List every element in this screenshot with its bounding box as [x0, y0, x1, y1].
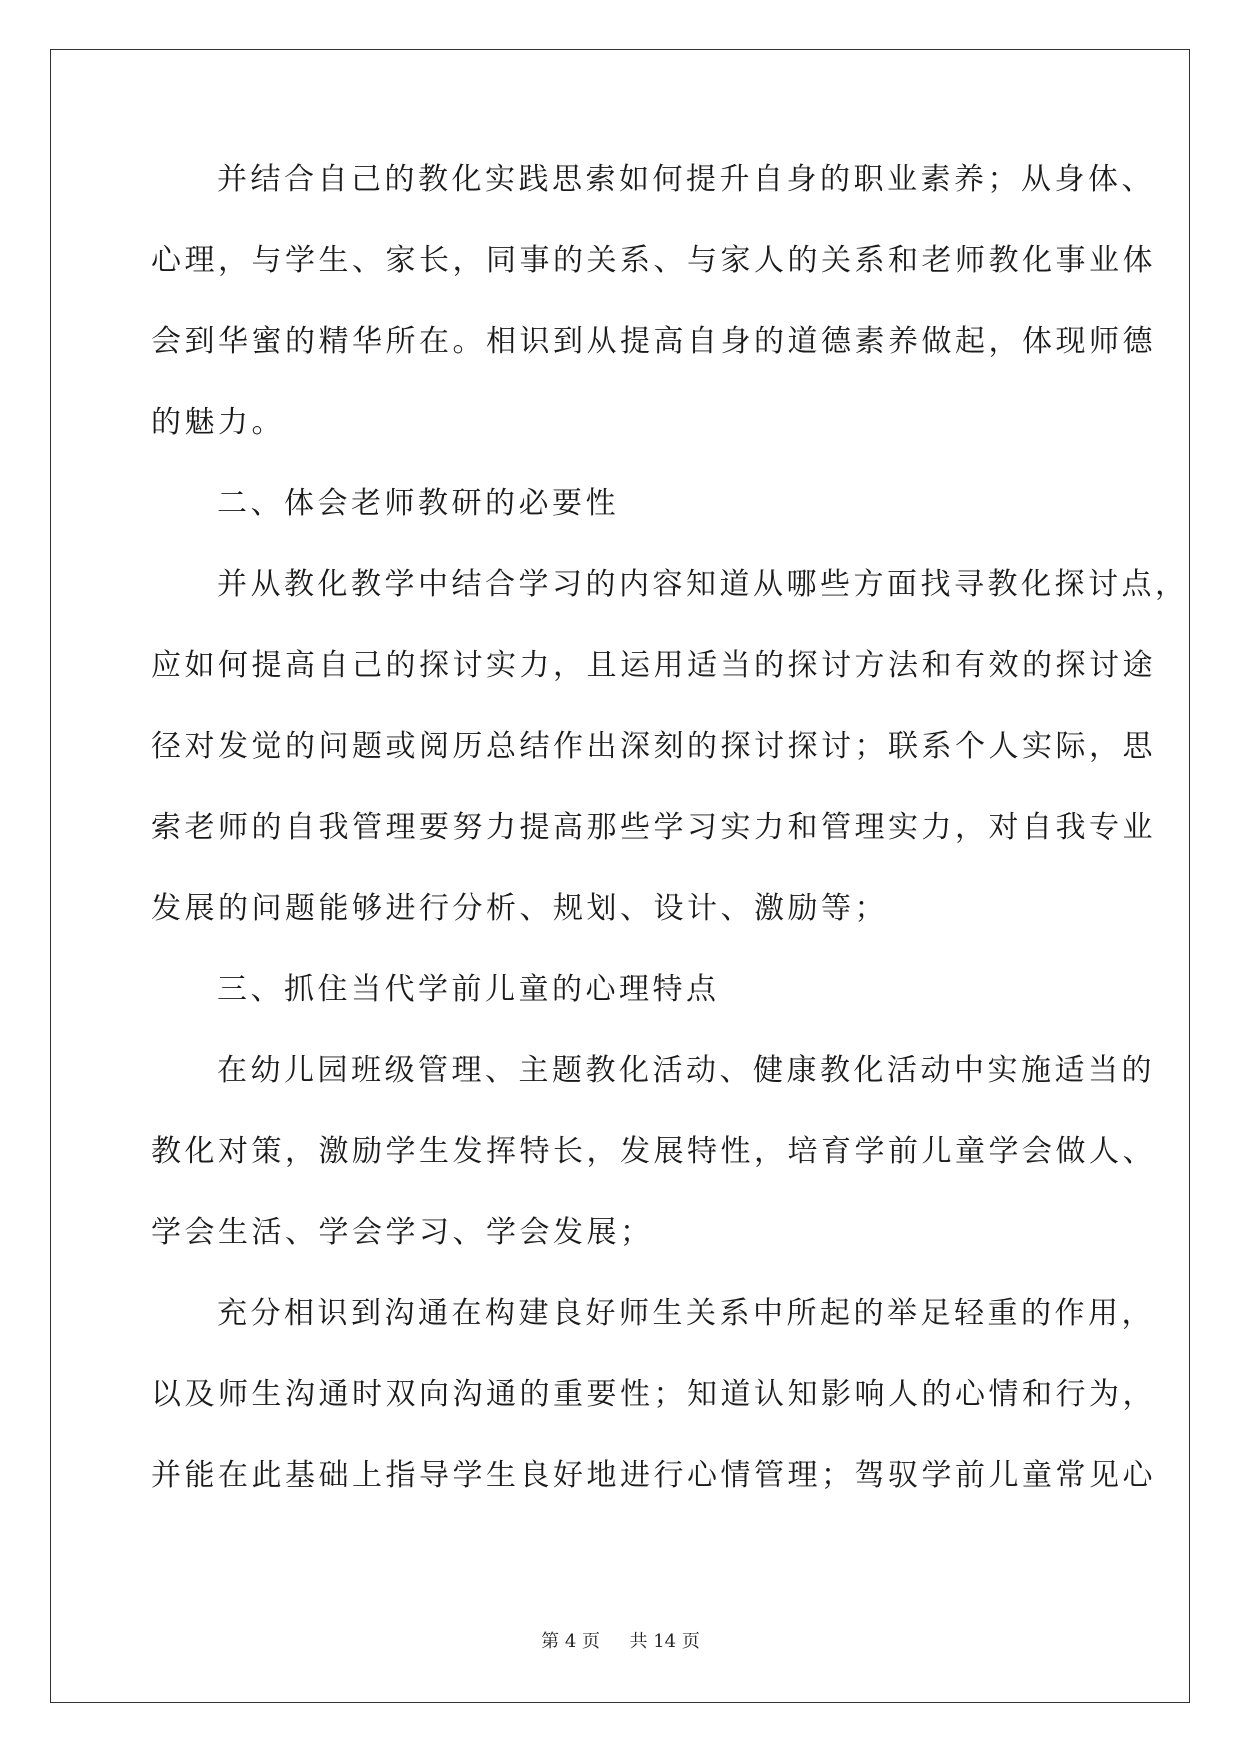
page-footer [0, 1630, 1241, 1654]
text-line: 会到华蜜的精华所在。相识到从提高自身的道德素养做起，体现师德 [151, 324, 1156, 359]
text-line: 心理，与学生、家长，同事的关系、与家人的关系和老师教化事业体 [151, 243, 1156, 278]
text-line: 应如何提高自己的探讨实力，且运用适当的探讨方法和有效的探讨途 [151, 648, 1156, 683]
text-line: 径对发觉的问题或阅历总结作出深刻的探讨探讨；联系个人实际，思 [151, 729, 1156, 764]
text-line: 的魅力。 [151, 405, 285, 440]
text-line: 以及师生沟通时双向沟通的重要性；知道认知影响人的心情和行为， [151, 1377, 1156, 1412]
text-line: 索老师的自我管理要努力提高那些学习实力和管理实力，对自我专业 [151, 810, 1156, 845]
section-heading: 二、体会老师教研的必要性 [217, 486, 619, 521]
text-line: 学会生活、学会学习、学会发展； [151, 1215, 654, 1250]
text-line: 在幼儿园班级管理、主题教化活动、健康教化活动中实施适当的 [217, 1053, 1155, 1088]
text-line: 发展的问题能够进行分析、规划、设计、激励等； [151, 891, 888, 926]
text-line: 教化对策，激励学生发挥特长，发展特性，培育学前儿童学会做人、 [151, 1134, 1156, 1169]
section-heading: 三、抓住当代学前儿童的心理特点 [217, 972, 720, 1007]
page-number: 第 4 页 [541, 1631, 601, 1652]
document-body [151, 160, 1189, 1537]
page-total: 共 14 页 [629, 1631, 700, 1652]
text-line: 并结合自己的教化实践思索如何提升自身的职业素养；从身体、 [217, 162, 1155, 197]
text-line: 并从教化教学中结合学习的内容知道从哪些方面找寻教化探讨点， [217, 567, 1189, 602]
text-line: 充分相识到沟通在构建良好师生关系中所起的举足轻重的作用， [217, 1296, 1155, 1331]
text-line: 并能在此基础上指导学生良好地进行心情管理；驾驭学前儿童常见心 [151, 1458, 1156, 1493]
